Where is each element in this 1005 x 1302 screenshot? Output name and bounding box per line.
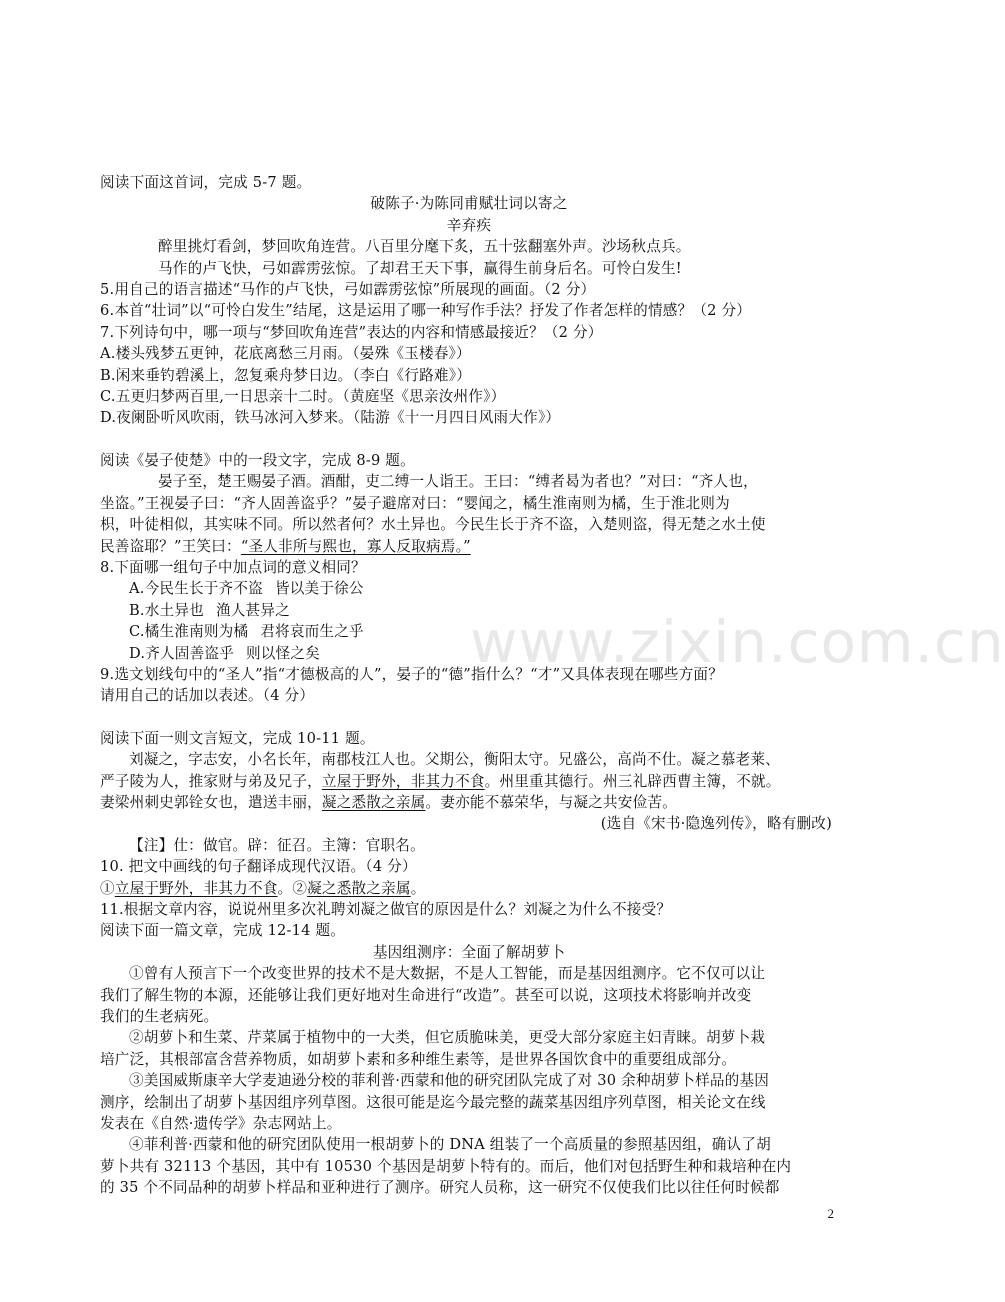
text-line [100, 1070, 838, 1091]
text-line [100, 193, 838, 214]
text-span: 10. 把文中画线的句子翻译成现代汉语。（4 分） [100, 858, 417, 876]
text-line [100, 578, 838, 599]
text-span: 5.用自己的语言描述“马作的卢飞快，弓如霹雳弦惊”所展现的画面。（2 分） [100, 281, 596, 299]
text-line [100, 749, 838, 770]
text-span: 醉里挑灯看剑，梦回吹角连营。八百里分麾下炙，五十弦翻塞外声。沙场秋点兵。 [158, 238, 691, 256]
text-span: 皆以美于徐公 [274, 580, 364, 598]
text-line [100, 258, 838, 279]
text-span: D.夜阑卧听风吹雨，铁马冰河入梦来。（陆游《十一月四日风雨大作》） [100, 409, 561, 427]
text-span: 【注】仕：做官。辟：征召。主簿：官职名。 [129, 836, 425, 854]
text-line [100, 1177, 838, 1198]
text-span: D.齐人固善盗乎 [129, 644, 234, 662]
text-span: 刘凝之，字志安，小名长年，南郡枝江人也。父期公，衡阳太守。兄盛公，高尚不仕。凝之慕老莱、 [129, 751, 780, 769]
text-line [100, 557, 838, 578]
text-line [100, 450, 838, 471]
text-span: 萝卜共有 32113 个基因，其中有 10530 个基因是胡萝卜特有的。而后，他们对包括野生种和栽培种在内 [100, 1157, 792, 1175]
text-line [100, 792, 838, 813]
text-span: 我们了解生物的本源，还能够让我们更好地对生命进行“改造”。甚至可以说，这项技术将影响并改变 [100, 986, 752, 1004]
text-span: 阅读下面一篇文章，完成 12-14 题。 [100, 922, 346, 940]
text-span: 6.本首“壮词”以“可怜白发生”结尾，这是运用了哪一种写作手法？抒发了作者怎样的情感？（2 分） [100, 302, 752, 320]
text-line [100, 899, 838, 920]
text-line [100, 1049, 838, 1070]
text-span: 阅读《晏子使楚》中的一段文字，完成 8-9 题。 [100, 451, 415, 469]
text-line [100, 386, 838, 407]
text-line [100, 1006, 838, 1027]
text-line [100, 664, 838, 685]
text-line [100, 878, 838, 899]
text-span: 严子陵为人，推家财与弟及兄子， [100, 772, 322, 790]
text-span: B.水土异也 [129, 601, 204, 619]
text-span: 8.下面哪一组句子中加点词的意义相同？ [100, 558, 366, 576]
text-span: 9.选文划线句中的“圣人”指“才德极高的人”，晏子的“德”指什么？“才”又具体表现在哪些方面？ [100, 665, 723, 683]
text-line [100, 728, 838, 749]
text-span: 马作的卢飞快，弓如霹雳弦惊。了却君王天下事，赢得生前身后名。可怜白发生! [158, 259, 682, 277]
text-span: 阅读下面这首词，完成 5-7 题。 [100, 174, 312, 191]
text-line [100, 942, 838, 963]
text-span: ①曾有人预言下一个改变世界的技术不是大数据，不是人工智能，而是基因组测序。它不仅可以让 [129, 965, 766, 983]
text-line [100, 300, 838, 321]
text-span: 阅读下面一则文言短文，完成 10-11 题。 [100, 729, 375, 747]
text-line [100, 600, 838, 621]
text-line [100, 322, 838, 343]
text-line [100, 856, 838, 877]
text-span: 妻梁州刺史郭铨女也，遣送丰丽， [100, 793, 322, 811]
text-line [100, 536, 838, 557]
text-line [100, 1027, 838, 1048]
text-span: ④菲利普·西蒙和他的研究团队使用一根胡萝卜的 DNA 组装了一个高质量的参照基因组，确认了胡 [129, 1136, 771, 1154]
text-line [100, 514, 838, 535]
text-line [100, 236, 838, 257]
text-line [100, 835, 838, 856]
text-span: 。妻亦能不慕荣华，与凝之共安俭苦。 [425, 793, 677, 811]
blank-line [100, 429, 838, 450]
text-span: 基因组测序：全面了解胡萝卜 [372, 943, 566, 961]
text-span: C.五更归梦两百里,一日思亲十二时。（黄庭坚《思亲汝州作》） [100, 388, 506, 406]
text-span: 。 [410, 879, 426, 897]
underlined-text: 立屋于野外，非其力不食 [321, 772, 485, 790]
text-line [100, 813, 838, 834]
text-span: 渔人甚异之 [215, 601, 290, 619]
text-line [100, 215, 838, 236]
text-span: 枳，叶徒相似，其实味不同。所以然者何？水土异也。今民生长于齐不盗，入楚则盗，得无楚之水土使 [100, 516, 766, 534]
underlined-text: 凝之悉散之亲属 [307, 879, 411, 897]
text-span: C.橘生淮南则为橘 [129, 623, 249, 641]
text-span: 坐盗。”王视晏子曰：“齐人固善盗乎？”晏子避席对曰：“婴闻之，橘生淮南则为橘，生于淮北则为 [100, 494, 730, 512]
text-span: A.今民生长于齐不盗 [129, 580, 263, 598]
text-span: 君将哀而生之乎 [260, 623, 364, 641]
text-span: 的 35 个不同品种的胡萝卜样品和亚种进行了测序。研究人员称，这一研究不仅使我们比以往任何时候都 [100, 1179, 780, 1197]
blank-line [100, 707, 838, 728]
text-line [100, 1134, 838, 1155]
text-line [100, 621, 838, 642]
text-span: 11.根据文章内容，说说州里多次礼聘刘凝之做官的原因是什么？刘凝之为什么不接受？ [100, 901, 672, 918]
text-line [100, 1156, 838, 1177]
text-line [100, 493, 838, 514]
text-span: (选自《宋书·隐逸列传》，略有删改) [600, 815, 832, 833]
text-span: 培广泛，其根部富含营养物质，如胡萝卜素和多种维生素等，是世界各国饮食中的重要组成部分。 [100, 1050, 737, 1068]
text-span: 7.下列诗句中，哪一项与“梦回吹角连营”表达的内容和情感最接近？（2 分） [100, 323, 603, 341]
text-span: 请用自己的话加以表述。（4 分） [100, 687, 315, 705]
text-span: B.闲来垂钓碧溪上，忽复乘舟梦日边。（李白《行路难》） [100, 366, 472, 384]
text-line [100, 963, 838, 984]
text-line [100, 1092, 838, 1113]
text-line [100, 343, 838, 364]
text-span: ① [100, 879, 115, 897]
underlined-text: 凝之悉散之亲属 [321, 793, 426, 811]
text-span: 民善盗耶？”王笑曰： [100, 537, 241, 555]
text-span: 破陈子·为陈同甫赋壮词以寄之 [370, 195, 568, 213]
text-span: A.楼头残梦五更钟，花底离愁三月雨。（晏殊《玉楼春》） [100, 345, 471, 363]
text-line [100, 643, 838, 664]
text-span: 测序，绘制出了胡萝卜基因组序列草图。这很可能是迄今最完整的蔬菜基因组序列草图，相关论文在线 [100, 1093, 766, 1111]
text-span: 我们的生老病死。 [100, 1008, 219, 1026]
text-span: ②胡萝卜和生菜、芹菜属于植物中的一大类，但它质脆味美，更受大部分家庭主妇青睐。胡萝卜栽 [129, 1029, 766, 1047]
underlined-text: “圣人非所与熙也，寡人反取病焉。” [240, 537, 471, 555]
document-body [100, 172, 838, 1199]
text-line [100, 685, 838, 706]
text-line [100, 771, 838, 792]
text-span: 晏子至，楚王赐晏子酒。酒酣，吏二缚一人诣王。王曰：“缚者曷为者也？”对曰：“齐人也， [158, 473, 758, 491]
text-line [100, 279, 838, 300]
text-line [100, 365, 838, 386]
underlined-text: 立屋于野外，非其力不食 [114, 879, 278, 897]
text-line [100, 407, 838, 428]
text-line [100, 1113, 838, 1134]
text-span: 。州里重其德行。州三礼辟西曹主簿，不就。 [484, 772, 781, 790]
page-number: 2 [827, 1206, 834, 1221]
text-line [100, 172, 838, 193]
watermark: www.zixin.com.cn [470, 608, 1005, 676]
text-line [100, 985, 838, 1006]
text-span: ③美国威斯康辛大学麦迪逊分校的菲利普·西蒙和他的研究团队完成了对 30 余种胡萝卜样品的基因 [129, 1072, 770, 1090]
text-span: 发表在《自然·遗传学》杂志网站上。 [100, 1115, 342, 1133]
text-line [100, 920, 838, 941]
text-span: 辛弃疾 [446, 216, 492, 234]
text-span: 则以怪之矣 [245, 644, 320, 662]
text-span: 。② [277, 879, 308, 897]
text-line [100, 471, 838, 492]
